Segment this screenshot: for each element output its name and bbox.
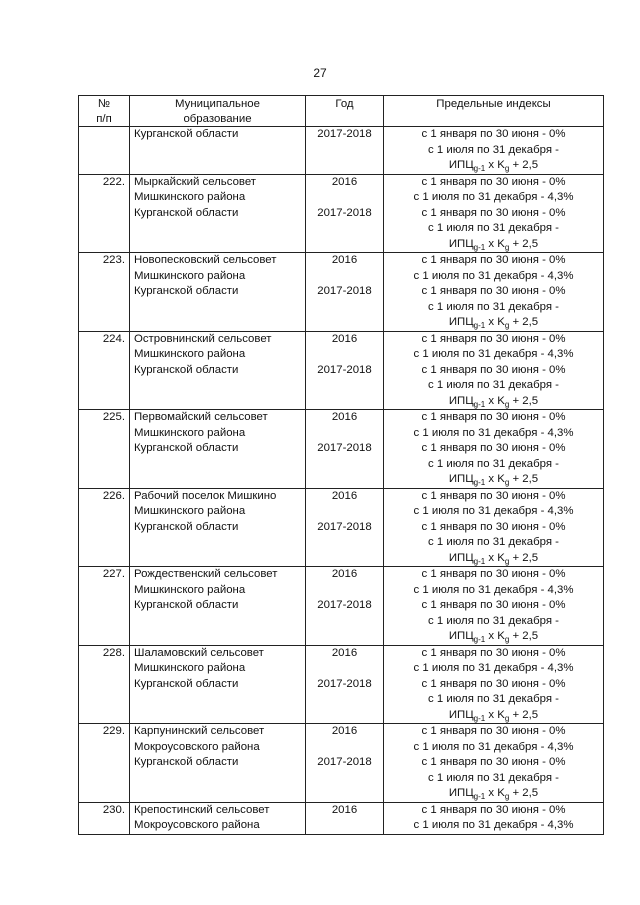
row-year: 2016 2017-2018 (306, 724, 384, 803)
index-formula: $ИПЦ_{g-1}$ x $K_g + 2,5$ (448, 787, 539, 801)
table-row (79, 567, 604, 646)
row-number: 228. (79, 645, 130, 724)
index-formula: $ИПЦ_{g-1}$ x $K_g + 2,5$ (448, 237, 539, 252)
index-formula: $ИПЦ_{g-1}$ x $K_g + 2,5$ (448, 708, 539, 723)
row-number: 230. (79, 802, 130, 834)
row-indices: с 1 января по 30 июня - 0% с 1 июля по 31 декабря - 4,3% с 1 января по 30 июня - 0% с 1 июля по 31 декабря - $ИПЦ_{g-1}$ x $K_g + 2,5$ (384, 645, 604, 724)
row-year: 2017-2018 (306, 127, 384, 175)
index-formula: $ИПЦ_{g-1}$ x $K_g + 2,5$ (448, 473, 539, 487)
header-year: Год (306, 96, 384, 127)
row-indices: с 1 января по 30 июня - 0% с 1 июля по 31 декабря - 4,3% с 1 января по 30 июня - 0% с 1 июля по 31 декабря - $ИПЦ_{g-1}$ x $K_g + 2,5$ (384, 724, 604, 803)
row-year: 2016 (306, 802, 384, 834)
row-indices: с 1 января по 30 июня - 0% с 1 июля по 31 декабря - 4,3% (384, 802, 604, 834)
table-row (79, 253, 604, 332)
row-year: 2016 2017-2018 (306, 174, 384, 253)
header-number: № п/п (79, 96, 130, 127)
table-row (79, 127, 604, 175)
tariff-index-table (78, 95, 604, 835)
row-indices: с 1 января по 30 июня - 0% с 1 июля по 31 декабря - 4,3% с 1 января по 30 июня - 0% с 1 июля по 31 декабря - $ИПЦ_{g-1}$ x $K_g + 2,5$ (384, 488, 604, 567)
row-indices: с 1 января по 30 июня - 0% с 1 июля по 31 декабря - $ИПЦ_{g-1}$ x $K_g + 2,5$ (384, 127, 604, 175)
row-year: 2016 2017-2018 (306, 488, 384, 567)
row-indices: с 1 января по 30 июня - 0% с 1 июля по 31 декабря - 4,3% с 1 января по 30 июня - 0% с 1 июля по 31 декабря - $ИПЦ_{g-1}$ x $K_g + 2,5$ (384, 567, 604, 646)
row-municipality: Карпунинский сельсовет Мокроусовского района Курганской области (130, 724, 306, 803)
table-row (79, 410, 604, 489)
row-year: 2016 2017-2018 (306, 331, 384, 410)
table-row (79, 331, 604, 410)
row-indices: с 1 января по 30 июня - 0% с 1 июля по 31 декабря - 4,3% с 1 января по 30 июня - 0% с 1 июля по 31 декабря - $ИПЦ_{g-1}$ x $K_g + 2,5$ (384, 410, 604, 489)
header-municipality: Муниципальное образование (130, 96, 306, 127)
row-municipality: Новопесковский сельсовет Мишкинского района Курганской области (130, 253, 306, 332)
row-indices: с 1 января по 30 июня - 0% с 1 июля по 31 декабря - 4,3% с 1 января по 30 июня - 0% с 1 июля по 31 декабря - $ИПЦ_{g-1}$ x $K_g + 2,5$ (384, 174, 604, 253)
row-municipality: Рабочий поселок Мишкино Мишкинского района Курганской области (130, 488, 306, 567)
table-row (79, 174, 604, 253)
table-header-row (79, 96, 604, 127)
index-formula: $ИПЦ_{g-1}$ x $K_g + 2,5$ (448, 630, 539, 644)
table-row (79, 488, 604, 567)
row-municipality: Курганской области (130, 127, 306, 175)
row-number: 222. (79, 174, 130, 253)
index-formula: $ИПЦ_{g-1}$ x $K_g + 2,5$ (448, 159, 539, 173)
index-formula: $ИПЦ_{g-1}$ x $K_g + 2,5$ (448, 316, 539, 330)
row-number: 223. (79, 253, 130, 332)
row-number: 225. (79, 410, 130, 489)
row-number: 227. (79, 567, 130, 646)
table-row (79, 802, 604, 834)
index-formula: $ИПЦ_{g-1}$ x $K_g + 2,5$ (448, 551, 539, 566)
row-number: 224. (79, 331, 130, 410)
table-row (79, 724, 604, 803)
row-year: 2016 2017-2018 (306, 253, 384, 332)
header-indices: Предельные индексы (384, 96, 604, 127)
row-municipality: Крепостинский сельсовет Мокроусовского района (130, 802, 306, 834)
table-row (79, 645, 604, 724)
row-indices: с 1 января по 30 июня - 0% с 1 июля по 31 декабря - 4,3% с 1 января по 30 июня - 0% с 1 июля по 31 декабря - $ИПЦ_{g-1}$ x $K_g + 2,5$ (384, 331, 604, 410)
row-year: 2016 2017-2018 (306, 567, 384, 646)
row-municipality: Островнинский сельсовет Мишкинского района Курганской области (130, 331, 306, 410)
row-municipality: Первомайский сельсовет Мишкинского района Курганской области (130, 410, 306, 489)
row-year: 2016 2017-2018 (306, 645, 384, 724)
row-municipality: Рождественский сельсовет Мишкинского района Курганской области (130, 567, 306, 646)
row-indices: с 1 января по 30 июня - 0% с 1 июля по 31 декабря - 4,3% с 1 января по 30 июня - 0% с 1 июля по 31 декабря - $ИПЦ_{g-1}$ x $K_g + 2,5$ (384, 253, 604, 332)
page-number: 27 (313, 66, 327, 80)
row-municipality: Мыркайский сельсовет Мишкинского района Курганской области (130, 174, 306, 253)
row-number: 229. (79, 724, 130, 803)
row-municipality: Шаламовский сельсовет Мишкинского района Курганской области (130, 645, 306, 724)
row-number: 226. (79, 488, 130, 567)
row-year: 2016 2017-2018 (306, 410, 384, 489)
index-formula: $ИПЦ_{g-1}$ x $K_g + 2,5$ (448, 394, 539, 409)
row-number (79, 127, 130, 175)
